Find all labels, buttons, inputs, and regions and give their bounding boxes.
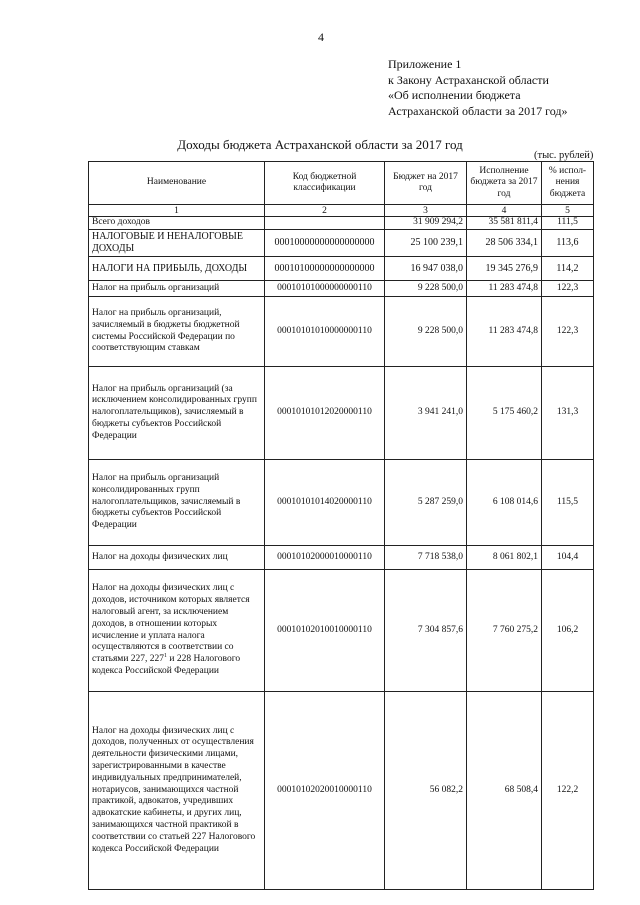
row-percent: 113,6 [542,230,594,257]
row-code [265,217,385,230]
header-budget: Бюджет на 2017 год [385,162,467,205]
header-code: Код бюджетной классификации [265,162,385,205]
row-name: Налог на прибыль организаций (за исключением консолидированных групп налогоплательщиков), зачисляемый в бюджеты субъектов Российской Федерации [89,367,265,460]
row-percent: 106,2 [542,570,594,692]
document-title: Доходы бюджета Астраханской области за 2017 год [177,137,463,152]
row-budget: 3 941 241,0 [385,367,467,460]
table-row [89,460,594,546]
column-number: 2 [265,205,385,217]
table-header-row [89,162,594,205]
row-code: 00010000000000000000 [265,230,385,257]
row-execution: 19 345 276,9 [467,257,542,281]
row-budget: 9 228 500,0 [385,297,467,367]
table-row [89,217,594,230]
row-code: 00010101000000000110 [265,281,385,297]
row-name-superscript: 1 [164,652,168,659]
appendix-header [388,57,628,119]
row-code: 00010102000010000110 [265,546,385,570]
row-execution: 6 108 014,6 [467,460,542,546]
row-percent: 114,2 [542,257,594,281]
row-execution: 28 506 334,1 [467,230,542,257]
table-row [89,257,594,281]
row-percent: 122,3 [542,281,594,297]
column-number: 3 [385,205,467,217]
row-code: 00010102010010000110 [265,570,385,692]
revenue-table [88,161,594,890]
row-execution: 11 283 474,8 [467,281,542,297]
header-percent: % испол- нения бюджета [542,162,594,205]
row-name: Всего доходов [89,217,265,230]
row-execution: 5 175 460,2 [467,367,542,460]
table-row [89,570,594,692]
row-execution: 8 061 802,1 [467,546,542,570]
column-number: 4 [467,205,542,217]
row-percent: 104,4 [542,546,594,570]
units-note: (тыс. рублей) [534,150,594,161]
row-execution: 7 760 275,2 [467,570,542,692]
row-percent: 131,3 [542,367,594,460]
table-row [89,281,594,297]
table-row [89,297,594,367]
column-number-row [89,205,594,217]
row-budget: 16 947 038,0 [385,257,467,281]
row-code: 00010101014020000110 [265,460,385,546]
row-percent: 111,5 [542,217,594,230]
row-execution: 11 283 474,8 [467,297,542,367]
table-row [89,367,594,460]
row-name: Налог на доходы физических лиц с доходов, полученных от осуществления деятельности физическими лицами, зарегистрированными в качестве индивидуальных предпринимателей, нотариусов, занимающихся частной практикой, адвокатов, учредивших адвокатские кабинеты, и других лиц, занимающихся частной практикой в соответствии со статьей 227 Налогового кодекса Российской Федерации [89,692,265,890]
appendix-line: Астраханской области за 2017 год» [388,103,568,118]
page-number: 4 [318,30,324,44]
table-row [89,230,594,257]
table-row [89,546,594,570]
row-name-text: Налог на доходы физических лиц с доходов, источником которых является налоговый агент, за исключением доходов, в отношении которых исчисление и уплата налога осуществляются в соответствии со статьями 227, 227 [92,583,250,665]
row-name-text-end: и 228 Налогового кодекса Российской Федерации [92,654,241,676]
table-row [89,692,594,890]
row-code: 00010101012020000110 [265,367,385,460]
row-name: Налог на прибыль организаций, зачисляемый в бюджеты бюджетной системы Российской Федерации по соответствующим ставкам [89,297,265,367]
appendix-line: к Закону Астраханской области [388,72,549,87]
column-number: 5 [542,205,594,217]
row-name: Налог на прибыль организаций [89,281,265,297]
row-budget: 56 082,2 [385,692,467,890]
row-percent: 122,2 [542,692,594,890]
row-percent: 122,3 [542,297,594,367]
row-code: 00010102020010000110 [265,692,385,890]
row-budget: 7 304 857,6 [385,570,467,692]
row-percent: 115,5 [542,460,594,546]
row-budget: 31 909 294,2 [385,217,467,230]
row-name: Налог на прибыль организаций консолидированных групп налогоплательщиков, зачисляемый в бюджеты субъектов Российской Федерации [89,460,265,546]
row-name: НАЛОГИ НА ПРИБЫЛЬ, ДОХОДЫ [89,257,265,281]
row-code: 00010101010000000110 [265,297,385,367]
appendix-line: «Об исполнении бюджета [388,88,521,102]
row-budget: 25 100 239,1 [385,230,467,257]
appendix-line: Приложение 1 [388,57,462,71]
row-budget: 5 287 259,0 [385,460,467,546]
header-name: Наименование [89,162,265,205]
column-number: 1 [89,205,265,217]
row-execution: 68 508,4 [467,692,542,890]
row-name [89,570,265,692]
row-name: Налог на доходы физических лиц [89,546,265,570]
header-execution: Исполнение бюджета за 2017 год [467,162,542,205]
row-budget: 9 228 500,0 [385,281,467,297]
row-name: НАЛОГОВЫЕ И НЕНАЛОГОВЫЕ ДОХОДЫ [89,230,265,257]
row-code: 00010100000000000000 [265,257,385,281]
row-budget: 7 718 538,0 [385,546,467,570]
row-execution: 35 581 811,4 [467,217,542,230]
